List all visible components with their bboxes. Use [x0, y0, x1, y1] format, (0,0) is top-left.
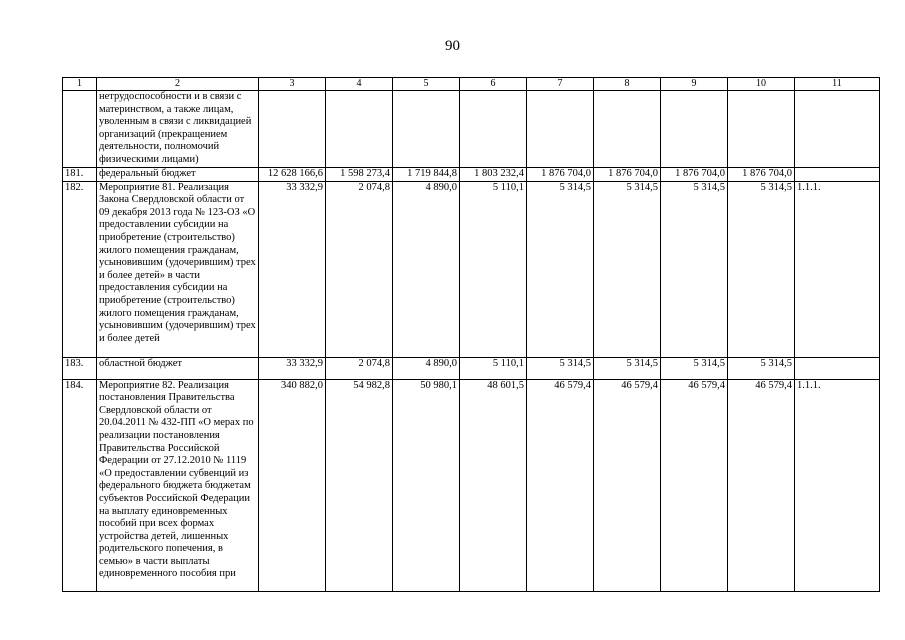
- row-description: нетрудоспособности и в связи с материнством, а также лицам, уволенным в связи с ликвидацией организаций (прекращением деятельности, полномочий физическими лицами): [97, 91, 259, 168]
- header-col-11: 11: [795, 78, 880, 91]
- row-value-year-4: 1 876 704,0: [527, 167, 594, 181]
- row-description: Мероприятие 82. Реализация постановления Правительства Свердловской области от 20.04.2011 № 432-ПП «О мерах по реализации постановления Правительства Российской Федерации от 27.12.2010 № 1119 «О предоставлении субвенций из федерального бюджета бюджетам субъектов Российской Федерации на выплату единовременных пособий при всех формах устройства детей, лишенных родительского попечения, в семью» в части выплаты единовременного пособия при: [97, 379, 259, 591]
- row-number: [63, 91, 97, 168]
- row-value-year-1: [326, 91, 393, 168]
- header-col-5: 5: [393, 78, 460, 91]
- row-value-total: 33 332,9: [259, 181, 326, 357]
- row-number: 183.: [63, 357, 97, 379]
- row-value-year-1: 2 074,8: [326, 181, 393, 357]
- row-target-ref: [795, 91, 880, 168]
- row-value-year-4: 5 314,5: [527, 357, 594, 379]
- table-row: [63, 379, 880, 591]
- row-value-year-6: 5 314,5: [661, 357, 728, 379]
- row-value-total: 12 628 166,6: [259, 167, 326, 181]
- header-col-3: 3: [259, 78, 326, 91]
- row-description: областной бюджет: [97, 357, 259, 379]
- row-value-year-6: 5 314,5: [661, 181, 728, 357]
- header-col-10: 10: [728, 78, 795, 91]
- row-value-year-5: [594, 91, 661, 168]
- header-col-6: 6: [460, 78, 527, 91]
- header-row: [63, 78, 880, 91]
- table-row: [63, 357, 880, 379]
- row-value-year-7: 5 314,5: [728, 357, 795, 379]
- row-value-year-1: 54 982,8: [326, 379, 393, 591]
- row-value-year-2: [393, 91, 460, 168]
- row-value-year-6: 46 579,4: [661, 379, 728, 591]
- row-value-year-4: 46 579,4: [527, 379, 594, 591]
- row-number: 181.: [63, 167, 97, 181]
- row-value-year-3: 48 601,5: [460, 379, 527, 591]
- header-col-7: 7: [527, 78, 594, 91]
- row-value-total: [259, 91, 326, 168]
- header-col-8: 8: [594, 78, 661, 91]
- row-value-year-5: 46 579,4: [594, 379, 661, 591]
- row-value-year-7: 5 314,5: [728, 181, 795, 357]
- header-col-2: 2: [97, 78, 259, 91]
- row-target-ref: 1.1.1.: [795, 181, 880, 357]
- row-value-year-5: 1 876 704,0: [594, 167, 661, 181]
- row-value-year-7: 46 579,4: [728, 379, 795, 591]
- row-value-year-2: 1 719 844,8: [393, 167, 460, 181]
- row-value-year-2: 4 890,0: [393, 181, 460, 357]
- budget-table: [62, 77, 880, 592]
- row-value-year-3: 5 110,1: [460, 357, 527, 379]
- row-value-year-2: 50 980,1: [393, 379, 460, 591]
- row-value-year-3: [460, 91, 527, 168]
- row-value-total: 340 882,0: [259, 379, 326, 591]
- row-value-year-7: 1 876 704,0: [728, 167, 795, 181]
- row-value-year-5: 5 314,5: [594, 357, 661, 379]
- row-number: 182.: [63, 181, 97, 357]
- row-value-year-4: [527, 91, 594, 168]
- table-row: [63, 181, 880, 357]
- header-col-9: 9: [661, 78, 728, 91]
- table-row: [63, 167, 880, 181]
- row-value-year-1: 1 598 273,4: [326, 167, 393, 181]
- row-value-year-7: [728, 91, 795, 168]
- row-value-year-3: 1 803 232,4: [460, 167, 527, 181]
- row-target-ref: 1.1.1.: [795, 379, 880, 591]
- header-col-1: 1: [63, 78, 97, 91]
- row-value-year-1: 2 074,8: [326, 357, 393, 379]
- row-target-ref: [795, 357, 880, 379]
- table-row: [63, 91, 880, 168]
- row-description: федеральный бюджет: [97, 167, 259, 181]
- row-description: Мероприятие 81. Реализация Закона Свердловской области от 09 декабря 2013 года № 123-ОЗ «О предоставлении субсидии на приобретение (строительство) жилого помещения гражданам, усыновившим (удочерившим) трех и более детей» в части предоставления субсидии на приобретение (строительство) жилого помещения гражданам, усыновившим (удочерившим) трех и более детей: [97, 181, 259, 357]
- row-value-total: 33 332,9: [259, 357, 326, 379]
- row-value-year-4: 5 314,5: [527, 181, 594, 357]
- row-value-year-6: 1 876 704,0: [661, 167, 728, 181]
- row-value-year-6: [661, 91, 728, 168]
- row-number: 184.: [63, 379, 97, 591]
- row-value-year-2: 4 890,0: [393, 357, 460, 379]
- row-target-ref: [795, 167, 880, 181]
- page-number: 90: [445, 38, 460, 54]
- row-value-year-3: 5 110,1: [460, 181, 527, 357]
- row-value-year-5: 5 314,5: [594, 181, 661, 357]
- header-col-4: 4: [326, 78, 393, 91]
